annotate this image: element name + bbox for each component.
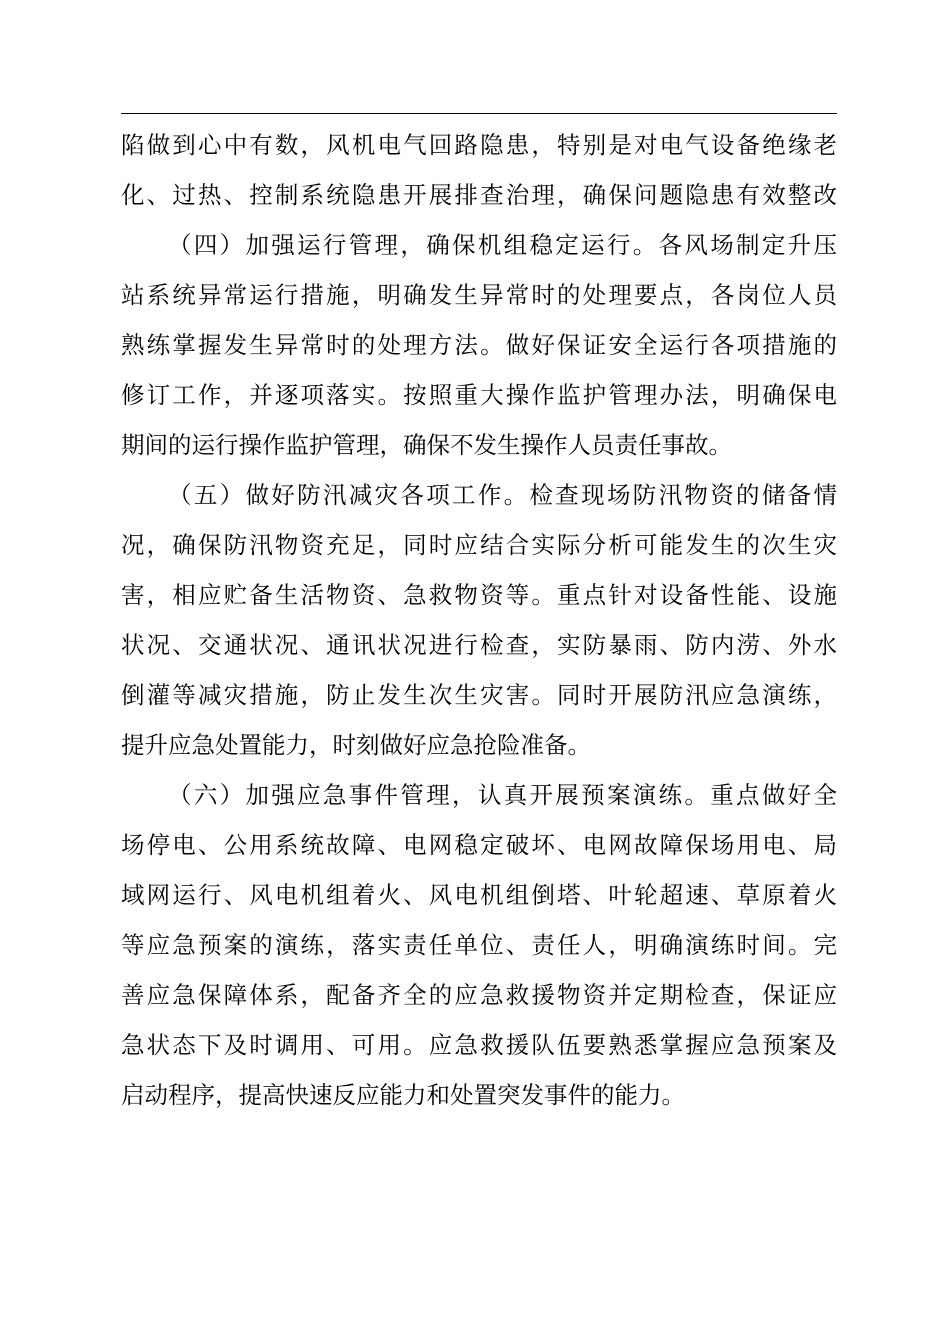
text-line: 善应急保障体系，配备齐全的应急救援物资并定期检查，保证应	[121, 981, 837, 1009]
text-line: 况，确保防汛物资充足，同时应结合实际分析可能发生的次生灾	[121, 531, 837, 559]
section-heading-line: （六）加强应急事件管理，认真开展预案演练。重点做好全	[168, 781, 837, 809]
text-line: 陷做到心中有数，风机电气回路隐患，特别是对电气设备绝缘老	[121, 131, 837, 159]
text-line: 化、过热、控制系统隐患开展排查治理，确保问题隐患有效整改	[121, 181, 837, 209]
text-line: 域网运行、风电机组着火、风电机组倒塔、叶轮超速、草原着火	[121, 881, 837, 909]
text-line: 害，相应贮备生活物资、急救物资等。重点针对设备性能、设施	[121, 581, 837, 609]
text-line: 修订工作，并逐项落实。按照重大操作监护管理办法，明确保电	[121, 381, 837, 409]
text-line: 熟练掌握发生异常时的处理方法。做好保证安全运行各项措施的	[121, 331, 837, 359]
text-line: 提升应急处置能力，时刻做好应急抢险准备。	[121, 731, 591, 759]
text-line: 场停电、公用系统故障、电网稳定破坏、电网故障保场用电、局	[121, 831, 837, 859]
text-line: 急状态下及时调用、可用。应急救援队伍要熟悉掌握应急预案及	[121, 1031, 837, 1059]
text-line: 期间的运行操作监护管理，确保不发生操作人员责任事故。	[121, 431, 732, 459]
text-line: 站系统异常运行措施，明确发生异常时的处理要点，各岗位人员	[121, 281, 837, 309]
document-body	[121, 120, 837, 1120]
text-line: 启动程序，提高快速反应能力和处置突发事件的能力。	[121, 1081, 685, 1109]
section-heading-line: （四）加强运行管理，确保机组稳定运行。各风场制定升压	[168, 231, 837, 259]
text-line: 状况、交通状况、通讯状况进行检查，实防暴雨、防内涝、外水	[121, 631, 837, 659]
header-rule	[121, 113, 837, 114]
section-heading-line: （五）做好防汛减灾各项工作。检查现场防汛物资的储备情	[168, 481, 837, 509]
text-line: 倒灌等减灾措施，防止发生次生灾害。同时开展防汛应急演练，	[121, 681, 837, 709]
text-line: 等应急预案的演练，落实责任单位、责任人，明确演练时间。完	[121, 931, 837, 959]
